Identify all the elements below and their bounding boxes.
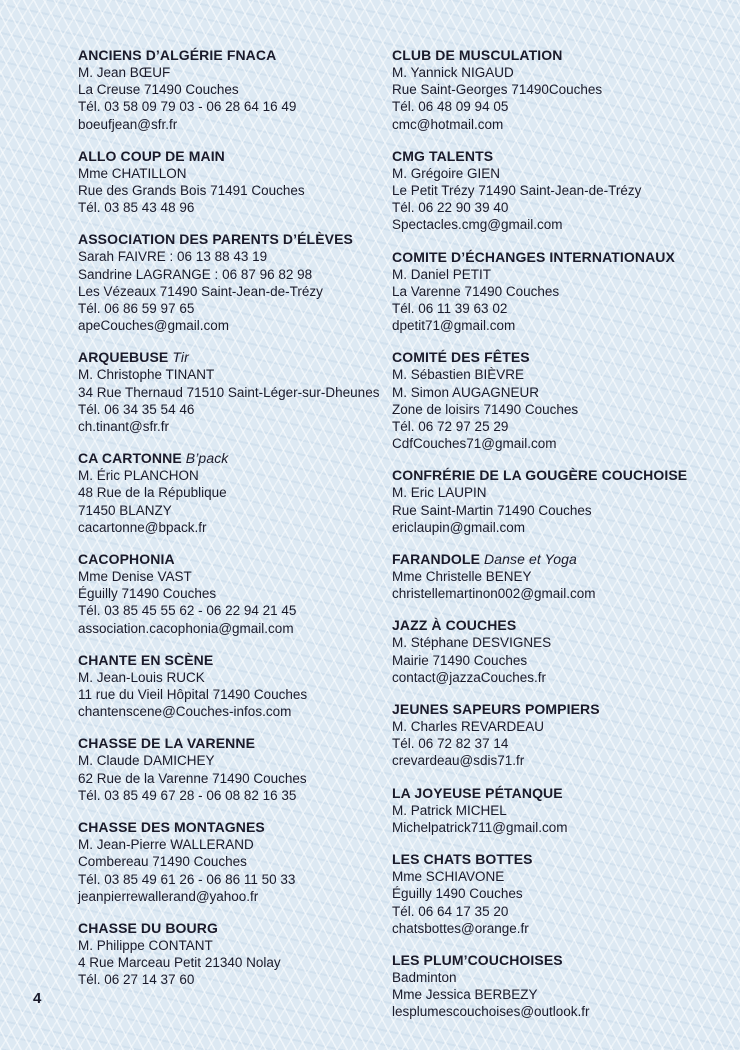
association-title: ALLO COUP DE MAIN (78, 147, 225, 164)
contact-line: Mme SCHIAVONE (392, 869, 505, 885)
association-title: FARANDOLE (392, 551, 481, 568)
email-link[interactable]: dpetit71@gmail.com (392, 318, 516, 334)
email-link[interactable]: ch.tinant@sfr.fr (78, 419, 169, 435)
email-link[interactable]: CdfCouches71@gmail.com (392, 436, 557, 452)
contact-line: Tél. 03 85 45 55 62 - 06 22 94 21 45 (78, 603, 297, 619)
contact-line: Mme CHATILLON (78, 165, 187, 181)
association-entry (78, 230, 378, 334)
association-name (392, 147, 722, 165)
contact-line: Sandrine LAGRANGE : 06 87 96 82 98 (78, 266, 313, 282)
contact-line: M. Yannick NIGAUD (392, 65, 514, 80)
contact-line: Éguilly 1490 Couches (392, 886, 523, 902)
contact-line: Mme Jessica BERBEZY (392, 987, 538, 1003)
email-link[interactable]: contact@jazzaCouches.fr (392, 669, 547, 685)
page-number: 4 (33, 990, 42, 1007)
email-link[interactable]: chatsbottes@orange.fr (392, 920, 529, 936)
contact-line: M. Jean BŒUF (78, 65, 171, 80)
contact-line: Mme Denise VAST (78, 569, 192, 585)
association-name (392, 46, 722, 64)
association-title: COMITÉ DES FÊTES (392, 349, 530, 366)
association-title: LES PLUM’COUCHOISES (392, 951, 563, 968)
association-name (78, 147, 378, 165)
association-entry (78, 348, 378, 435)
contact-line: M. Philippe CONTANT (78, 937, 213, 953)
association-entry (392, 46, 722, 133)
association-name (78, 46, 378, 64)
association-entry (392, 850, 722, 937)
contact-line: Tél. 06 86 59 97 65 (78, 301, 195, 317)
contact-line: Les Vézeaux 71490 Saint-Jean-de-Trézy (78, 283, 323, 299)
association-entry (392, 348, 722, 452)
email-link[interactable]: Spectacles.cmg@gmail.com (392, 217, 563, 233)
contact-line: M. Claude DAMICHEY (78, 753, 215, 769)
contact-line: Tél. 06 72 97 25 29 (392, 419, 509, 435)
association-title: CHASSE DU BOURG (78, 919, 218, 936)
contact-line: Tél. 06 48 09 94 05 (392, 99, 509, 115)
contact-line: Rue Saint-Georges 71490Couches (392, 82, 603, 98)
contact-line: M. Charles REVARDEAU (392, 719, 545, 735)
contact-line: Mme Christelle BENEY (392, 569, 532, 585)
contact-line: 34 Rue Thernaud 71510 Saint-Léger-sur-Dheunes (78, 384, 380, 400)
association-entry (78, 550, 378, 637)
association-name (78, 348, 378, 366)
email-link[interactable]: cacartonne@bpack.fr (78, 519, 207, 535)
contact-line: Tél. 06 34 35 54 46 (78, 401, 195, 417)
email-link[interactable]: lesplumescouchoises@outlook.fr (392, 1004, 590, 1020)
contact-line: Badminton (392, 969, 457, 985)
email-link[interactable]: chantenscene@Couches-infos.com (78, 704, 292, 720)
contact-line: M. Daniel PETIT (392, 266, 492, 282)
association-name (392, 248, 722, 266)
contact-line: M. Éric PLANCHON (78, 468, 199, 484)
association-entry (392, 550, 722, 602)
email-link[interactable]: apeCouches@gmail.com (78, 318, 230, 334)
association-entry (392, 466, 722, 536)
association-entry (392, 951, 722, 1021)
association-name (78, 651, 378, 669)
association-title: ASSOCIATION DES PARENTS D’ÉLÈVES (78, 231, 353, 248)
email-link[interactable]: boeufjean@sfr.fr (78, 116, 178, 132)
contact-line: M. Simon AUGAGNEUR (392, 384, 540, 400)
association-subtitle: B’pack (185, 450, 229, 467)
association-name (392, 850, 722, 868)
association-name (392, 550, 722, 568)
contact-line: Tél. 06 22 90 39 40 (392, 200, 509, 216)
association-entry (78, 147, 378, 217)
association-entry (78, 734, 378, 804)
association-name (392, 616, 722, 634)
contact-line: Éguilly 71490 Couches (78, 586, 217, 602)
contact-line: Tél. 03 85 43 48 96 (78, 200, 195, 216)
association-title: JAZZ À COUCHES (392, 617, 517, 634)
association-name (392, 466, 722, 484)
association-title: CMG TALENTS (392, 147, 494, 164)
contact-line: M. Grégoire GIEN (392, 165, 501, 181)
contact-line: Mairie 71490 Couches (392, 652, 528, 668)
contact-line: M. Stéphane DESVIGNES (392, 635, 552, 651)
association-title: CHASSE DE LA VARENNE (78, 735, 256, 752)
contact-line: Zone de loisirs 71490 Couches (392, 401, 579, 417)
contact-line: M. Jean-Pierre WALLERAND (78, 837, 254, 853)
contact-line: Le Petit Trézy 71490 Saint-Jean-de-Trézy (392, 183, 642, 199)
association-entry (78, 449, 378, 536)
association-title: ANCIENS D’ALGÉRIE FNACA (78, 47, 277, 63)
association-entry (392, 700, 722, 770)
contact-line: Tél. 03 58 09 79 03 - 06 28 64 16 49 (78, 99, 297, 115)
association-subtitle: Danse et Yoga (484, 551, 577, 568)
association-name (78, 449, 378, 467)
right-column (392, 46, 722, 1035)
contact-line: M. Patrick MICHEL (392, 802, 507, 818)
email-link[interactable]: cmc@hotmail.com (392, 116, 504, 132)
contact-line: 48 Rue de la République (78, 485, 227, 501)
contact-line: La Creuse 71490 Couches (78, 82, 239, 98)
association-name (392, 951, 722, 969)
association-title: LES CHATS BOTTES (392, 851, 533, 868)
association-entry (392, 147, 722, 234)
association-entry (392, 616, 722, 686)
association-entry (78, 818, 378, 905)
association-name (78, 734, 378, 752)
association-title: CHASSE DES MONTAGNES (78, 819, 265, 836)
contact-line: 71450 BLANZY (78, 502, 172, 518)
contact-line: Tél. 06 64 17 35 20 (392, 903, 509, 919)
contact-line: Tél. 06 72 82 37 14 (392, 736, 509, 752)
contact-line: M. Christophe TINANT (78, 367, 215, 383)
email-link[interactable]: association.cacophonia@gmail.com (78, 620, 294, 636)
contact-line: La Varenne 71490 Couches (392, 283, 560, 299)
association-entry (78, 46, 378, 133)
association-title: CLUB DE MUSCULATION (392, 47, 563, 63)
contact-line: 62 Rue de la Varenne 71490 Couches (78, 770, 307, 786)
contact-line: M. Jean-Louis RUCK (78, 669, 205, 685)
association-name (78, 550, 378, 568)
association-name (392, 700, 722, 718)
association-name (78, 818, 378, 836)
association-title: COMITE D’ÉCHANGES INTERNATIONAUX (392, 248, 675, 265)
contact-line: M. Eric LAUPIN (392, 485, 487, 501)
association-title: LA JOYEUSE PÉTANQUE (392, 784, 563, 801)
email-link[interactable]: ericlaupin@gmail.com (392, 519, 526, 535)
association-entry (392, 784, 722, 836)
contact-line: Tél. 03 85 49 67 28 - 06 08 82 16 35 (78, 787, 297, 803)
contact-line: Sarah FAIVRE : 06 13 88 43 19 (78, 249, 268, 265)
contact-line: Tél. 06 11 39 63 02 (392, 301, 508, 317)
association-name (78, 919, 378, 937)
association-entry (78, 919, 378, 989)
association-title: CONFRÉRIE DE LA GOUGÈRE COUCHOISE (392, 467, 688, 484)
contact-line: 4 Rue Marceau Petit 21340 Nolay (78, 955, 281, 971)
association-title: CACOPHONIA (78, 551, 175, 568)
contact-line: Tél. 06 27 14 37 60 (78, 972, 195, 988)
contact-line: Rue des Grands Bois 71491 Couches (78, 183, 305, 199)
contact-line: 11 rue du Vieil Hôpital 71490 Couches (78, 687, 308, 703)
contact-line: Tél. 03 85 49 61 26 - 06 86 11 50 33 (78, 871, 296, 887)
association-title: JEUNES SAPEURS POMPIERS (392, 701, 600, 718)
association-name (392, 348, 722, 366)
association-name (392, 784, 722, 802)
contact-line: Rue Saint-Martin 71490 Couches (392, 502, 592, 518)
email-link[interactable]: jeanpierrewallerand@yahoo.fr (78, 888, 259, 904)
contact-line: Combereau 71490 Couches (78, 854, 247, 870)
association-entry (392, 248, 722, 335)
email-link[interactable]: christellemartinon002@gmail.com (392, 586, 596, 602)
association-title: ARQUEBUSE (78, 349, 169, 366)
association-entry (78, 651, 378, 721)
association-title: CHANTE EN SCÈNE (78, 651, 214, 668)
email-link[interactable]: Michelpatrick711@gmail.com (392, 819, 568, 835)
association-title: CA CARTONNE (78, 450, 182, 467)
contact-line: M. Sébastien BIÈVRE (392, 367, 525, 383)
email-link[interactable]: crevardeau@sdis71.fr (392, 753, 525, 769)
association-name (78, 230, 378, 248)
left-column (78, 46, 378, 1003)
association-subtitle: Tir (172, 349, 189, 366)
